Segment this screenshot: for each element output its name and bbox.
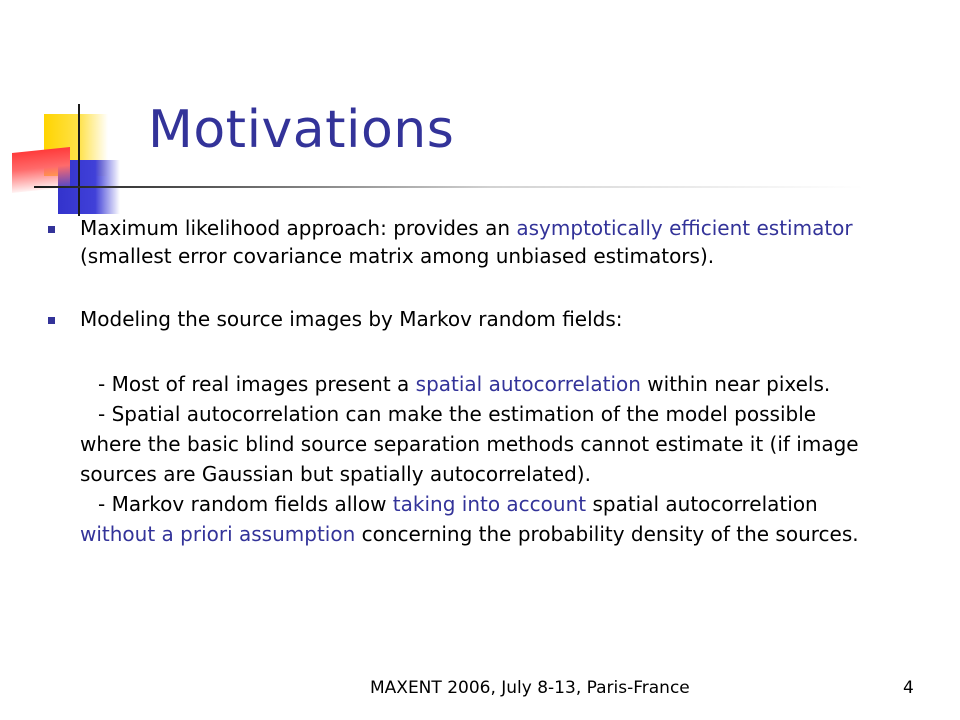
vertical-rule	[78, 104, 80, 216]
point-line-1	[80, 492, 818, 516]
point-text-post: within near pixels.	[640, 372, 831, 396]
footer-text: MAXENT 2006, July 8-13, Paris-France	[370, 678, 690, 698]
bullet-text: Modeling the source images by Markov random fields:	[80, 307, 623, 331]
point-text	[80, 372, 830, 396]
point-markov-fields	[40, 489, 920, 549]
highlight-text: taking into account	[392, 492, 587, 516]
square-bullet-icon	[48, 317, 55, 324]
point-line-1: - Spatial autocorrelation can make the estimation of the model possible	[98, 402, 817, 426]
point-text-post: spatial autocorrelation	[586, 492, 818, 516]
template-logo	[0, 0, 960, 220]
highlight-text: spatial autocorrelation	[415, 372, 641, 396]
point-estimation-possible	[40, 399, 920, 489]
point-text-pre: - Most of real images present a	[98, 372, 416, 396]
square-bullet-icon	[48, 226, 55, 233]
slide-title: Motivations	[148, 100, 455, 160]
bullet-text: Maximum likelihood approach: provides an	[80, 216, 517, 240]
bullet-text-line2: (smallest error covariance matrix among unbiased estimators).	[80, 244, 715, 268]
slide-body	[40, 212, 920, 549]
title-underline-rule	[34, 186, 864, 188]
page-number: 4	[903, 678, 914, 698]
point-spatial-autocorrelation	[40, 369, 920, 399]
highlight-text: without a priori assumption	[80, 522, 356, 546]
bullet-ml-approach	[40, 214, 920, 270]
point-text-post: concerning the probability density of the sources.	[355, 522, 859, 546]
highlight-text: asymptotically efficient estimator	[516, 216, 853, 240]
point-text-pre: - Markov random fields allow	[98, 492, 393, 516]
point-line-3: sources are Gaussian but spatially autocorrelated).	[80, 462, 591, 486]
bullet-markov-modeling	[40, 305, 920, 333]
point-line-2: where the basic blind source separation methods cannot estimate it (if image	[80, 432, 859, 456]
